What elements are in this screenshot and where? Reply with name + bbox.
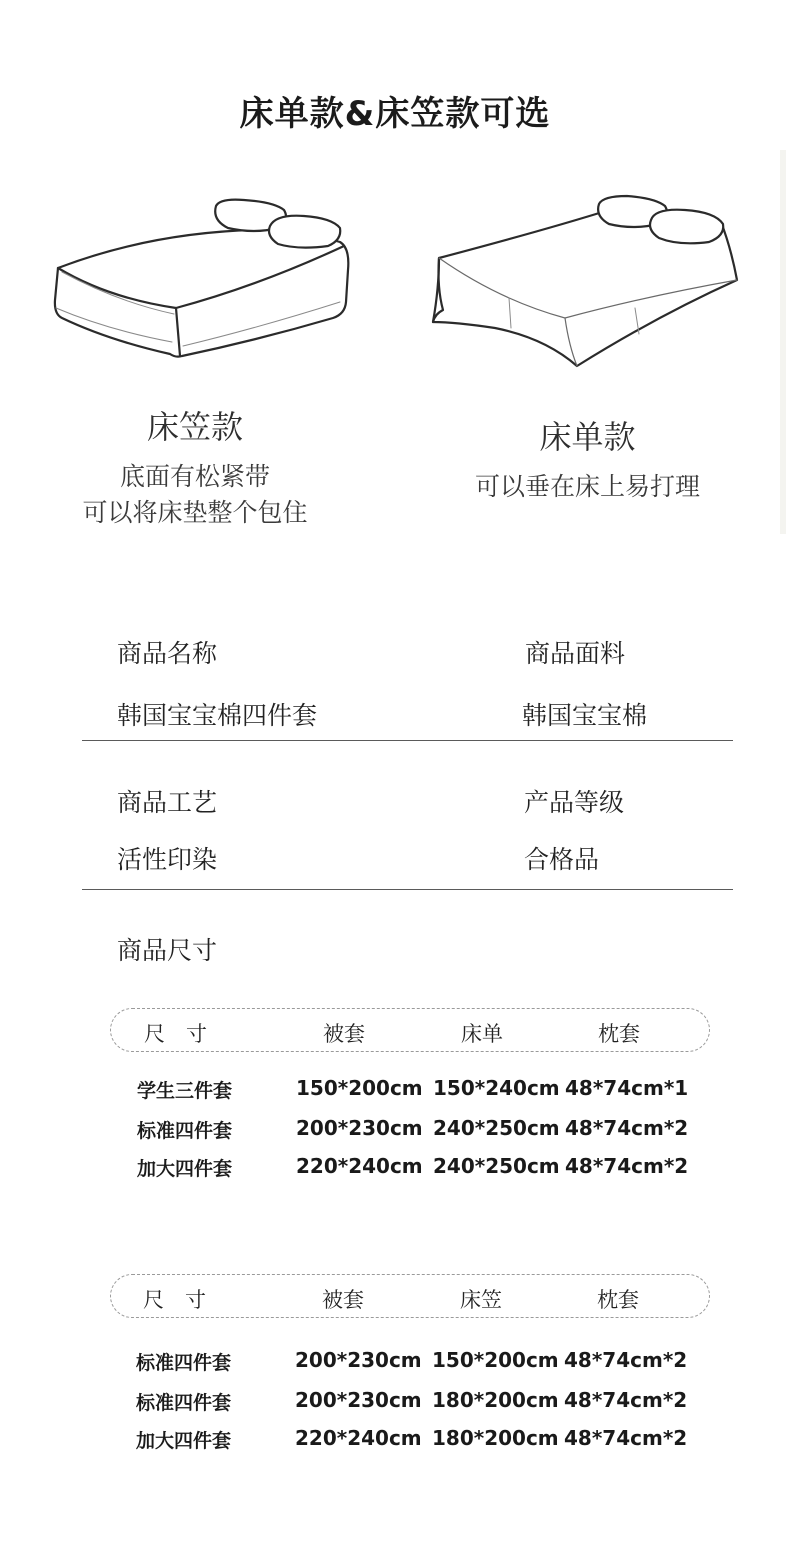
table-cell: 标准四件套	[136, 1352, 232, 1374]
table-row	[110, 1154, 710, 1192]
fitted-caption-line: 可以将床垫整个包住	[82, 498, 308, 527]
page-title: 床单款&床笠款可选	[239, 94, 551, 134]
table-cell: 220*240cm	[295, 1426, 422, 1450]
table-cell: 240*250cm	[433, 1154, 560, 1178]
header-cell: 床笠	[460, 1288, 502, 1312]
flat-caption-line: 可以垂在床上易打理	[474, 472, 700, 501]
header-cell: 尺 寸	[144, 1022, 207, 1046]
table-cell: 标准四件套	[136, 1392, 232, 1414]
header-cell: 床单	[461, 1022, 503, 1046]
product-grade-value: 合格品	[524, 845, 600, 874]
table-cell: 150*200cm	[432, 1348, 559, 1372]
table-row	[110, 1426, 710, 1464]
product-name-label: 商品名称	[117, 639, 218, 668]
product-grade-label: 产品等级	[524, 788, 625, 817]
table-row	[110, 1116, 710, 1154]
table-cell: 200*230cm	[295, 1348, 422, 1372]
table-cell: 48*74cm*2	[565, 1116, 689, 1140]
flat-sheet-illustration	[425, 188, 745, 383]
fitted-sheet-illustration	[48, 190, 358, 365]
table-cell: 学生三件套	[137, 1080, 233, 1102]
table-cell: 48*74cm*2	[564, 1426, 688, 1450]
size-table-header	[110, 1274, 710, 1318]
header-cell: 被套	[323, 1022, 365, 1046]
product-craft-value: 活性印染	[117, 845, 218, 874]
table-cell: 180*200cm	[432, 1388, 559, 1412]
table-cell: 240*250cm	[433, 1116, 560, 1140]
table-cell: 48*74cm*1	[565, 1076, 689, 1100]
fitted-caption-line: 底面有松紧带	[119, 462, 270, 491]
header-cell: 枕套	[598, 1022, 640, 1046]
product-name-value: 韩国宝宝棉四件套	[117, 701, 318, 730]
table-cell: 48*74cm*2	[564, 1348, 688, 1372]
table-cell: 150*200cm	[296, 1076, 423, 1100]
table-row	[110, 1076, 710, 1114]
product-size-label: 商品尺寸	[117, 936, 218, 965]
table-cell: 48*74cm*2	[564, 1388, 688, 1412]
table-cell: 48*74cm*2	[565, 1154, 689, 1178]
product-craft-label: 商品工艺	[117, 788, 218, 817]
table-cell: 加大四件套	[137, 1158, 233, 1180]
table-row	[110, 1388, 710, 1426]
table-row	[110, 1348, 710, 1386]
header-cell: 尺 寸	[143, 1288, 206, 1312]
edge-strip	[780, 150, 786, 534]
header-cell: 被套	[322, 1288, 364, 1312]
header-cell: 枕套	[597, 1288, 639, 1312]
divider	[82, 740, 733, 741]
product-fabric-value: 韩国宝宝棉	[522, 701, 648, 730]
table-cell: 150*240cm	[433, 1076, 560, 1100]
table-cell: 标准四件套	[137, 1120, 233, 1142]
size-table-header	[110, 1008, 710, 1052]
table-cell: 200*230cm	[296, 1116, 423, 1140]
product-fabric-label: 商品面料	[525, 639, 626, 668]
table-cell: 200*230cm	[295, 1388, 422, 1412]
flat-caption-title: 床单款	[539, 418, 636, 456]
table-cell: 220*240cm	[296, 1154, 423, 1178]
divider	[82, 889, 733, 890]
table-cell: 180*200cm	[432, 1426, 559, 1450]
size-table-flat-sheet	[110, 1008, 710, 1192]
size-table-fitted-sheet	[110, 1274, 710, 1464]
table-cell: 加大四件套	[136, 1430, 232, 1452]
fitted-caption-title: 床笠款	[146, 408, 243, 446]
